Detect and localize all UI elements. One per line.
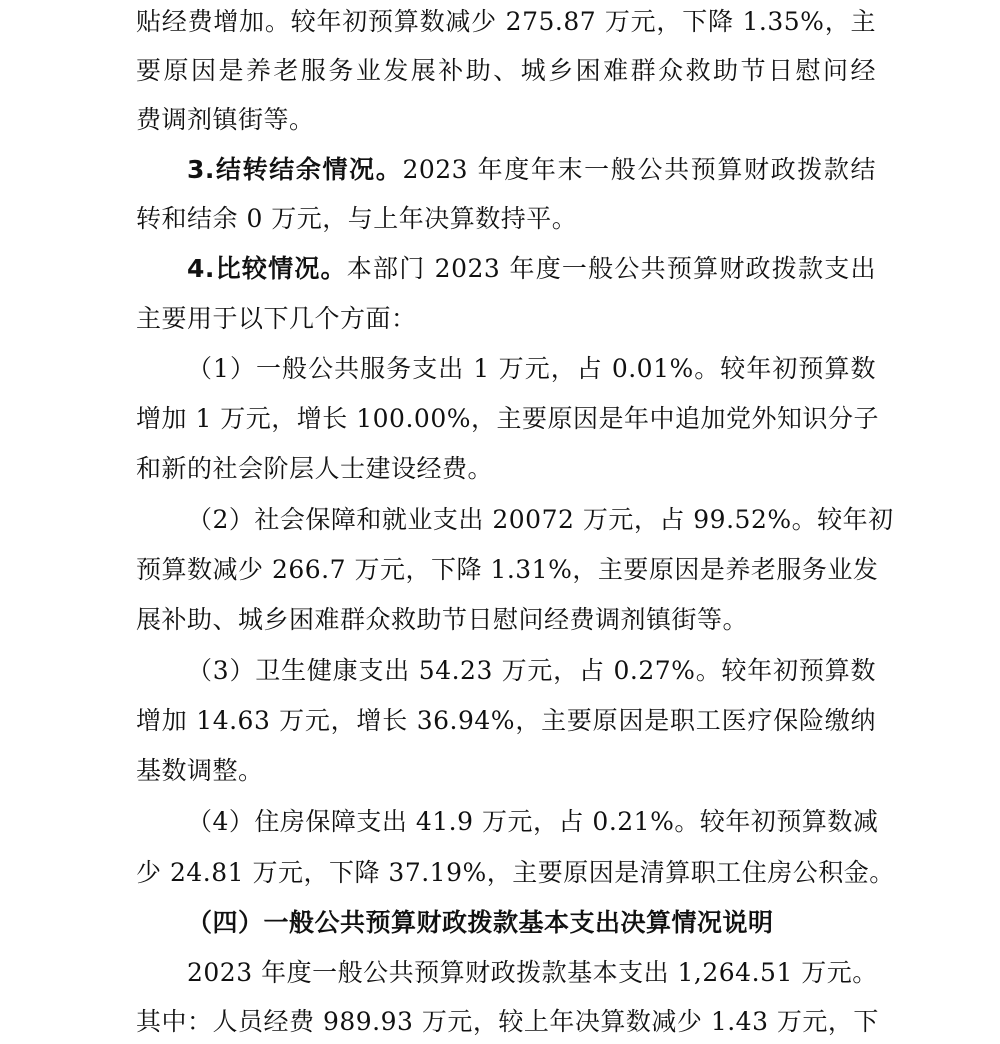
paragraph-line: 和新的社会阶层人士建设经费。 [136,454,494,483]
paragraph-line: 2023 年度一般公共预算财政拨款基本支出 1,264.51 万元。 [187,958,878,987]
paragraph-line: 其中：人员经费 989.93 万元，较上年决算数减少 1.43 万元，下 [136,1007,879,1036]
paragraph-line: 展补助、城乡困难群众救助节日慰问经费调剂镇街等。 [136,605,749,634]
section-text: 本部门 2023 年度一般公共预算财政拨款支出 [346,254,876,283]
paragraph-line: 少 24.81 万元，下降 37.19%，主要原因是清算职工住房公积金。 [136,858,895,887]
paragraph-line: 要原因是养老服务业发展补助、城乡困难群众救助节日慰问经 [136,56,876,85]
list-item-line: （4）住房保障支出 41.9 万元，占 0.21%。较年初预算数减 [187,807,879,836]
section-heading-basic-expenditure: （四）一般公共预算财政拨款基本支出决算情况说明 [187,908,774,937]
paragraph-line: 主要用于以下几个方面： [136,304,417,333]
section-heading-comparison: 4.比较情况。 [187,254,347,283]
paragraph-line: 预算数减少 266.7 万元，下降 1.31%，主要原因是养老服务业发 [136,555,879,584]
paragraph-line: 费调剂镇街等。 [136,105,315,134]
paragraph-line: 贴经费增加。较年初预算数减少 275.87 万元，下降 1.35%，主 [136,7,876,36]
section-carryover-line [187,148,876,192]
paragraph-line: 转和结余 0 万元，与上年决算数持平。 [136,204,578,233]
section-heading-carryover: 3.结转结余情况。 [187,155,403,184]
list-item-line: （2）社会保障和就业支出 20072 万元，占 99.52%。较年初 [187,505,894,534]
list-item-line: （1）一般公共服务支出 1 万元，占 0.01%。较年初预算数 [187,354,876,383]
section-text: 2023 年度年末一般公共预算财政拨款结 [402,155,876,184]
paragraph-line: 增加 1 万元，增长 100.00%，主要原因是年中追加党外知识分子 [136,404,879,433]
paragraph-line: 基数调整。 [136,756,264,785]
section-comparison-line [187,247,876,291]
list-item-line: （3）卫生健康支出 54.23 万元，占 0.27%。较年初预算数 [187,656,876,685]
paragraph-line: 增加 14.63 万元，增长 36.94%，主要原因是职工医疗保险缴纳 [136,706,876,735]
